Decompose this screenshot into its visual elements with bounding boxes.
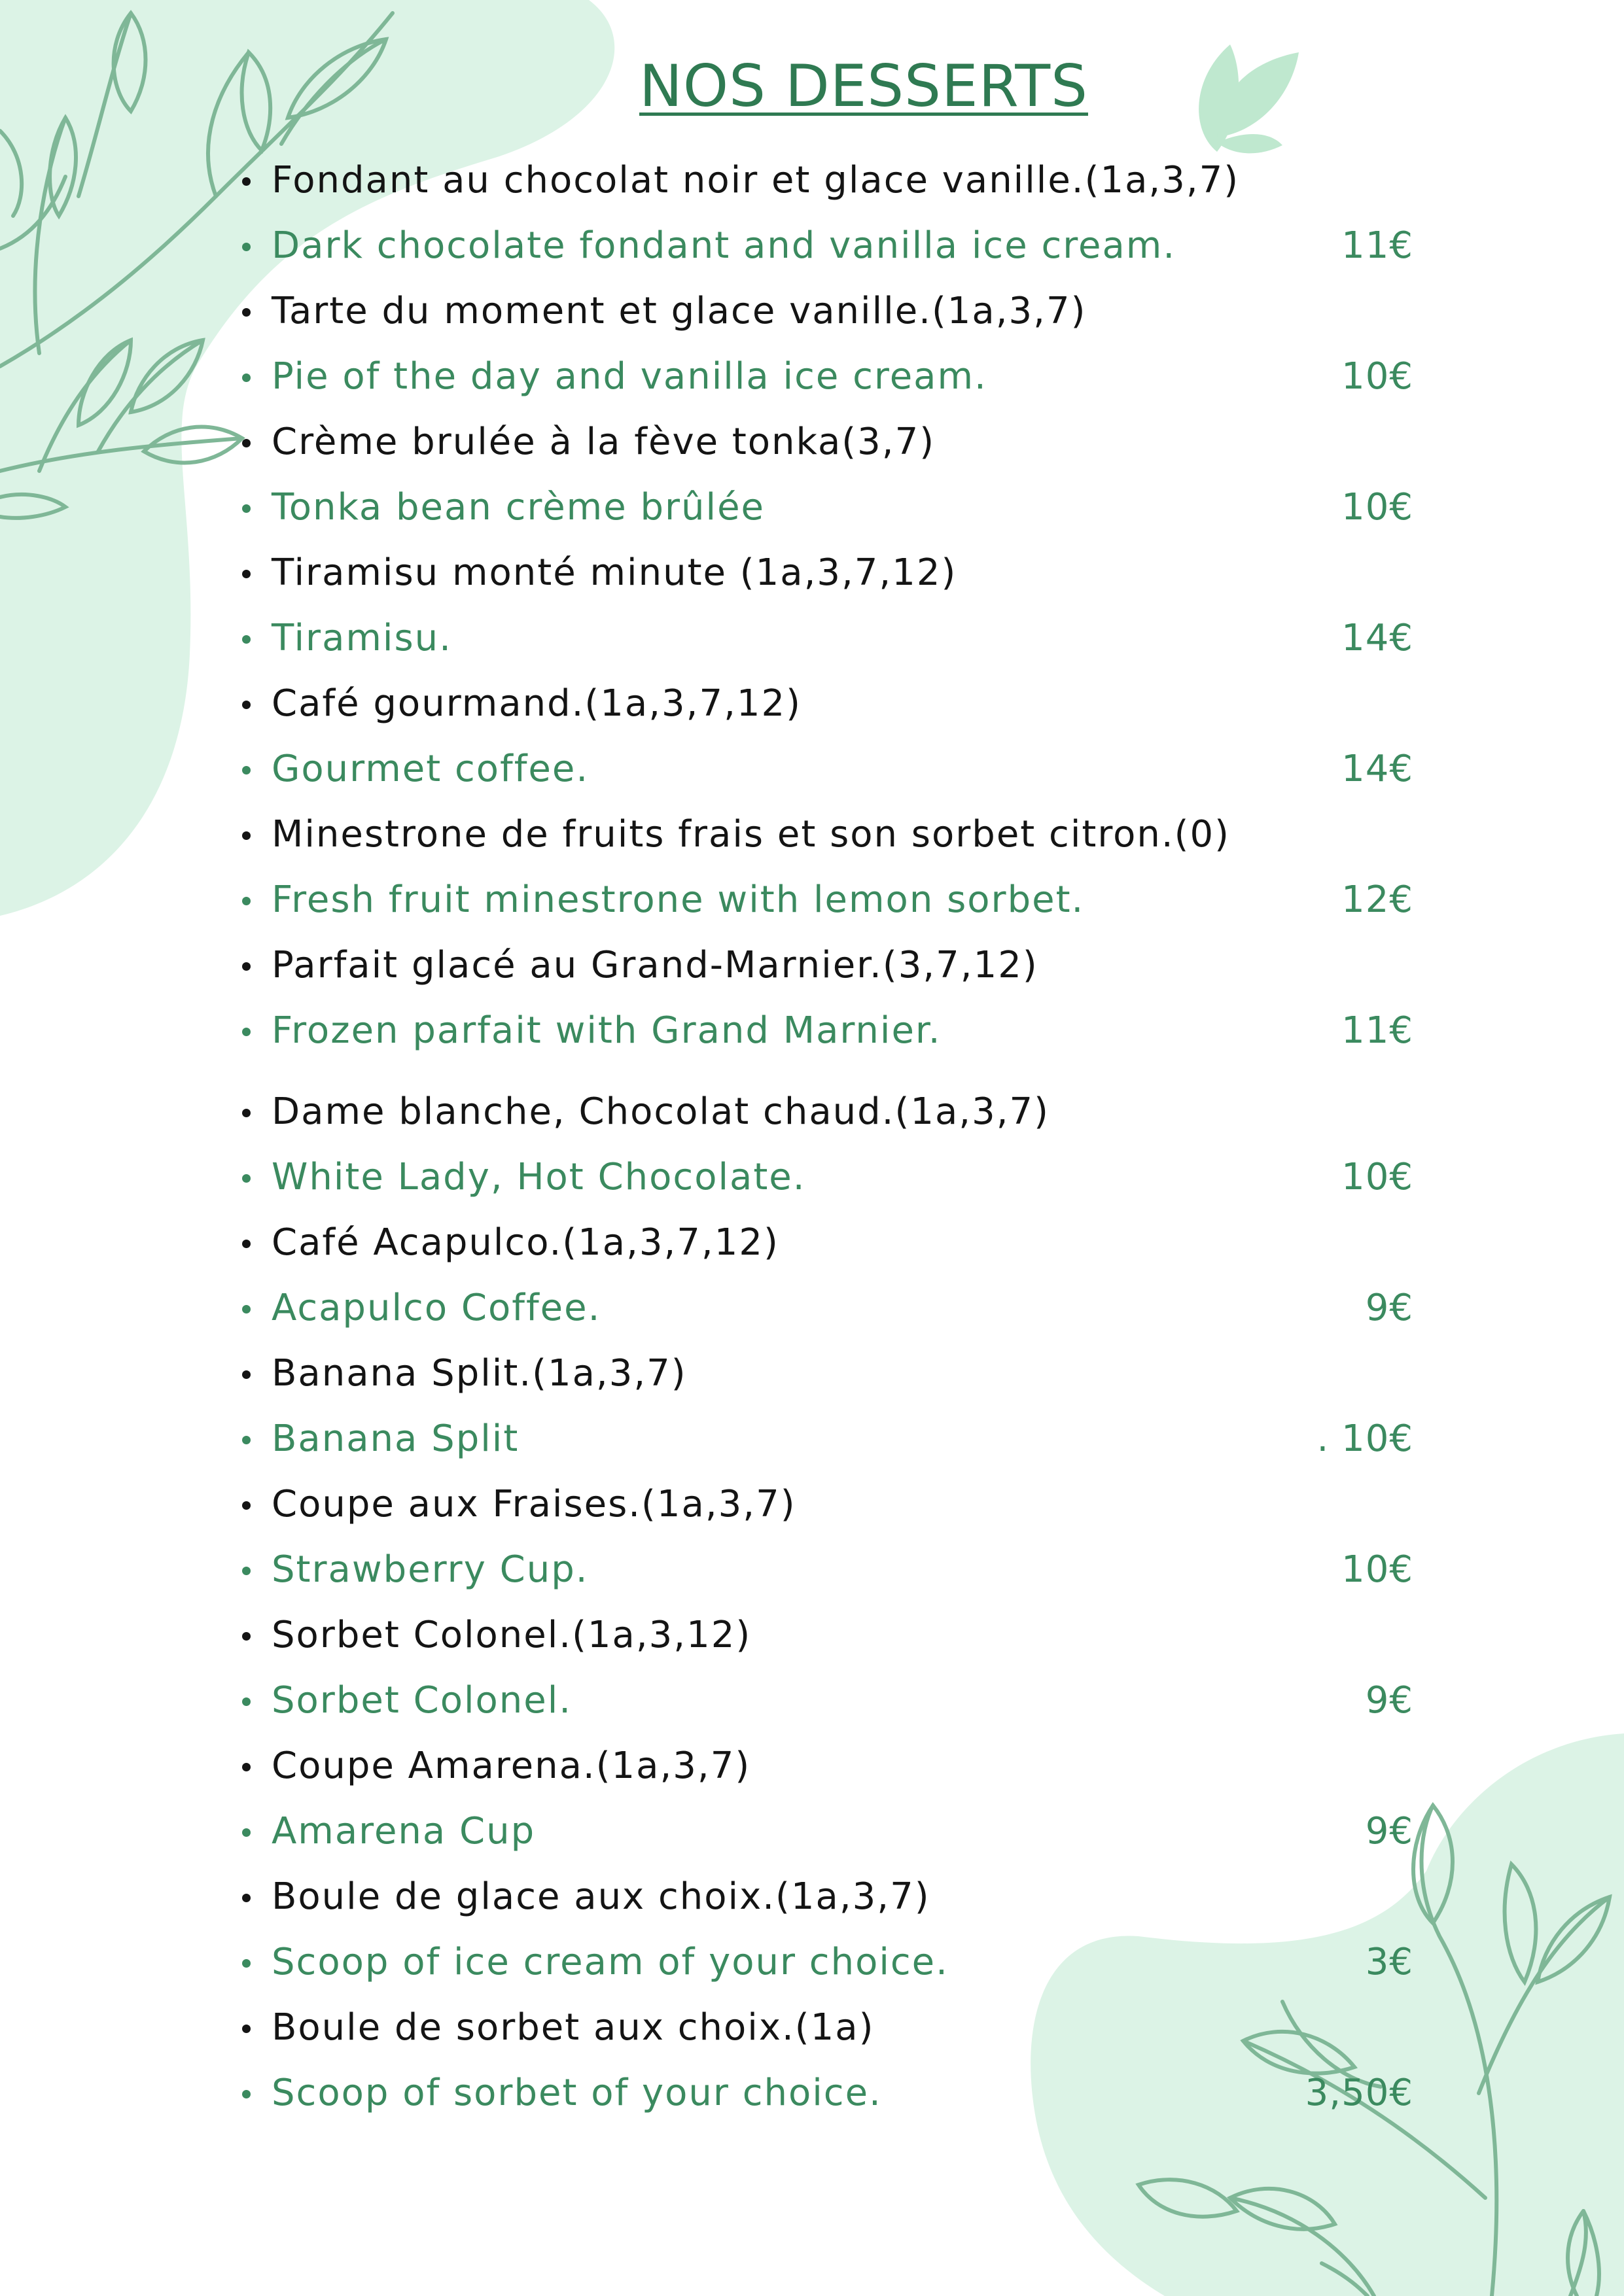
item-price: . 10€ [1316,1418,1413,1460]
bullet-icon [242,1028,251,1036]
item-price: 9€ [1365,1810,1413,1852]
bullet-icon [242,635,251,644]
menu-item-english [236,867,1413,933]
menu-item-english [236,1668,1413,1733]
menu-item-french [236,540,1413,606]
bullet-icon [242,243,251,251]
menu-item-french [236,1733,1413,1799]
item-name-english: Banana Split [272,1418,520,1460]
item-price: 11€ [1341,1009,1413,1052]
item-name-english: Pie of the day and vanilla ice cream. [272,355,987,398]
item-name-french: Café Acapulco.(1a,3,7,12) [272,1221,779,1264]
bullet-icon [242,1894,251,1902]
menu-item-french [236,1341,1413,1406]
item-name-english: Tonka bean crème brûlée [272,486,765,529]
item-price: 10€ [1341,1548,1413,1591]
menu-item-english [236,2061,1413,2126]
item-price: 14€ [1341,617,1413,659]
item-name-english: White Lady, Hot Chocolate. [272,1156,806,1198]
dessert-menu-list [236,148,1413,2126]
bullet-icon [242,766,251,774]
bullet-icon [242,962,251,971]
bullet-icon [242,1305,251,1313]
bullet-icon [242,1174,251,1183]
bullet-icon [242,1763,251,1771]
bullet-icon [242,831,251,840]
item-price: 10€ [1341,486,1413,529]
item-name-english: Tiramisu. [272,617,452,659]
item-name-french: Crème brulée à la fève tonka(3,7) [272,421,936,463]
bullet-icon [242,374,251,382]
item-name-english: Acapulco Coffee. [272,1287,601,1329]
item-price: 3€ [1365,1941,1413,1983]
menu-item-french [236,148,1413,213]
item-price: 9€ [1365,1287,1413,1329]
item-price: 11€ [1341,224,1413,267]
menu-item-english [236,344,1413,409]
item-name-french: Sorbet Colonel.(1a,3,12) [272,1614,752,1656]
item-name-french: Coupe aux Fraises.(1a,3,7) [272,1483,796,1525]
item-name-french: Minestrone de fruits frais et son sorbet citron.(0) [272,813,1231,856]
bullet-icon [242,1697,251,1706]
item-name-english: Fresh fruit minestrone with lemon sorbet. [272,878,1085,921]
page-title: NOS DESSERTS [639,52,1088,120]
bullet-icon [242,439,251,447]
item-name-english: Gourmet coffee. [272,748,590,790]
bullet-icon [242,1370,251,1379]
item-price: 3,50€ [1305,2072,1413,2114]
item-name-english: Sorbet Colonel. [272,1679,573,1722]
item-price: 12€ [1341,878,1413,921]
item-name-french: Banana Split.(1a,3,7) [272,1352,687,1395]
menu-item-english [236,1537,1413,1603]
menu-item-english [236,998,1413,1064]
bullet-icon [242,570,251,578]
bullet-icon [242,1436,251,1444]
item-name-english: Scoop of ice cream of your choice. [272,1941,949,1983]
menu-item-french [236,933,1413,998]
menu-item-english [236,213,1413,279]
bullet-icon [242,2025,251,2033]
menu-item-english [236,1406,1413,1472]
item-name-english: Dark chocolate fondant and vanilla ice cream. [272,224,1176,267]
item-name-french: Parfait glacé au Grand-Marnier.(3,7,12) [272,944,1038,986]
menu-item-french [236,1079,1413,1145]
item-name-french: Coupe Amarena.(1a,3,7) [272,1745,751,1787]
item-name-french: Tiramisu monté minute (1a,3,7,12) [272,551,957,594]
menu-item-french [236,1210,1413,1276]
bullet-icon [242,1632,251,1641]
menu-item-english [236,475,1413,540]
bullet-icon [242,1109,251,1117]
bullet-icon [242,1567,251,1575]
bullet-icon [242,897,251,905]
menu-item-french [236,671,1413,737]
item-name-english: Scoop of sorbet of your choice. [272,2072,882,2114]
item-name-french: Tarte du moment et glace vanille.(1a,3,7) [272,290,1087,332]
bullet-icon [242,701,251,709]
menu-item-english [236,1276,1413,1341]
menu-item-french [236,409,1413,475]
menu-item-english [236,1799,1413,1864]
bullet-icon [242,177,251,186]
item-name-french: Fondant au chocolat noir et glace vanille.(1a,3,7) [272,159,1240,201]
menu-item-english [236,606,1413,671]
menu-item-french [236,1864,1413,1930]
bullet-icon [242,504,251,513]
menu-item-english [236,737,1413,802]
menu-item-french [236,1995,1413,2061]
menu-item-french [236,279,1413,344]
item-name-french: Boule de glace aux choix.(1a,3,7) [272,1875,930,1918]
item-name-french: Café gourmand.(1a,3,7,12) [272,682,802,725]
menu-item-french [236,1472,1413,1537]
bullet-icon [242,1240,251,1248]
item-price: 14€ [1341,748,1413,790]
bullet-icon [242,2090,251,2098]
item-name-french: Dame blanche, Chocolat chaud.(1a,3,7) [272,1090,1050,1133]
menu-item-english [236,1145,1413,1210]
bullet-icon [242,1959,251,1968]
item-name-english: Frozen parfait with Grand Marnier. [272,1009,942,1052]
bullet-icon [242,1501,251,1510]
item-price: 9€ [1365,1679,1413,1722]
bullet-icon [242,1828,251,1837]
item-price: 10€ [1341,1156,1413,1198]
menu-item-french [236,1603,1413,1668]
item-name-english: Amarena Cup [272,1810,536,1852]
item-price: 10€ [1341,355,1413,398]
item-name-french: Boule de sorbet aux choix.(1a) [272,2006,875,2049]
menu-item-french [236,802,1413,867]
bullet-icon [242,308,251,317]
item-name-english: Strawberry Cup. [272,1548,589,1591]
menu-item-english [236,1930,1413,1995]
